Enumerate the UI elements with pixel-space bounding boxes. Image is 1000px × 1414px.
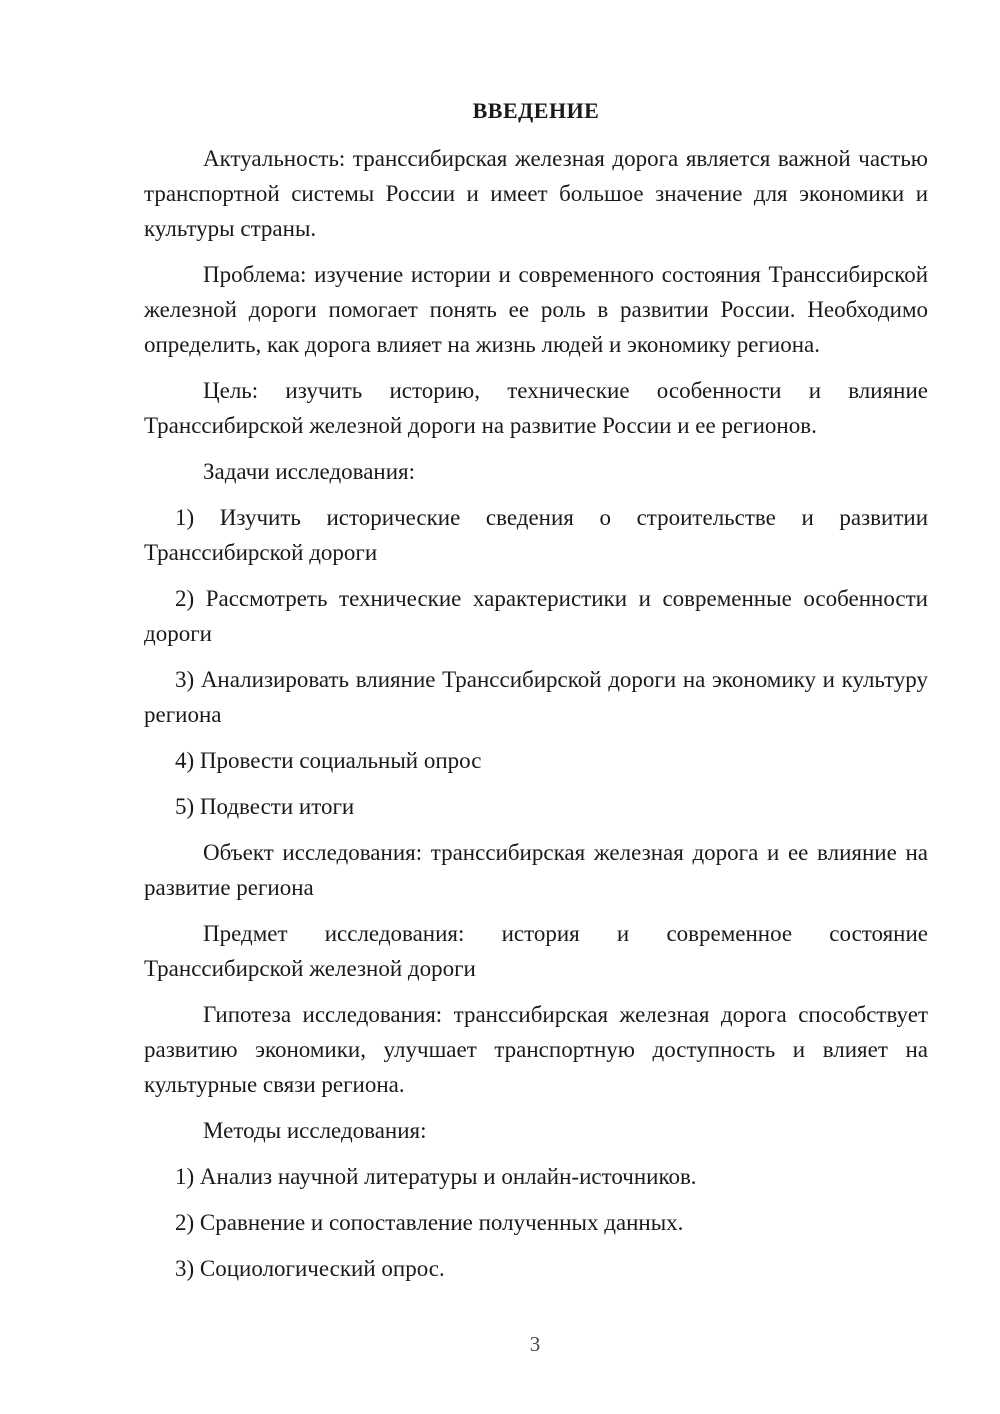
subject-paragraph: Предмет исследования: история и современное состояние Транссибирской железной дороги: [144, 921, 928, 981]
task-item: 5) Подвести итоги: [175, 794, 355, 819]
section-title: ВВЕДЕНИЕ: [472, 98, 600, 123]
page-number: 3: [529, 1332, 541, 1356]
relevance-paragraph: Актуальность: транссибирская железная дорога является важной частью транспортной системы России и имеет большое значение для экономики и культуры страны.: [144, 146, 928, 241]
method-item: 1) Анализ научной литературы и онлайн-источников.: [175, 1164, 697, 1189]
task-item: 2) Рассмотреть технические характеристики и современные особенности дороги: [144, 586, 928, 646]
goal-paragraph: Цель: изучить историю, технические особенности и влияние Транссибирской железной дороги на развитие России и ее регионов.: [144, 378, 928, 438]
task-item: 4) Провести социальный опрос: [175, 748, 482, 773]
page-content: [144, 93, 928, 1286]
problem-paragraph: Проблема: изучение истории и современного состояния Транссибирской железной дороги помогает понять ее роль в развитии России. Необходимо определить, как дорога влияет на жизнь людей и экономику региона.: [144, 262, 928, 357]
methods-heading: Методы исследования:: [203, 1118, 427, 1143]
method-item: 3) Социологический опрос.: [175, 1256, 445, 1281]
task-item: 3) Анализировать влияние Транссибирской дороги на экономику и культуру региона: [144, 667, 928, 727]
hypothesis-paragraph: Гипотеза исследования: транссибирская железная дорога способствует развитию экономики, улучшает транспортную доступность и влияет на культурные связи региона.: [144, 1002, 928, 1097]
method-item: 2) Сравнение и сопоставление полученных данных.: [175, 1210, 684, 1235]
object-paragraph: Объект исследования: транссибирская железная дорога и ее влияние на развитие региона: [144, 840, 928, 900]
tasks-heading: Задачи исследования:: [203, 459, 416, 484]
task-item: 1) Изучить исторические сведения о строительстве и развитии Транссибирской дороги: [144, 505, 928, 565]
